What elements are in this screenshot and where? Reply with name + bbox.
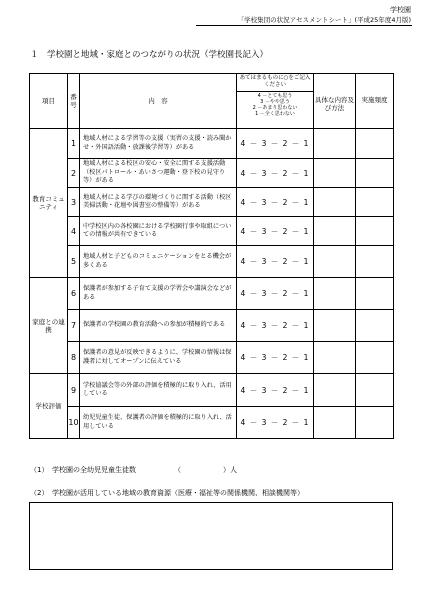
method-cell[interactable] (314, 278, 356, 310)
col-item-header: 項目 (30, 74, 68, 129)
row-number: 1 (68, 129, 80, 159)
row-content: 地域人材による校区の安心・安全に関する支援活動（校区パトロール・あいさつ運動・登下校の見守り等）がある (80, 159, 237, 188)
status-cell[interactable] (356, 374, 394, 407)
table-row (30, 278, 394, 310)
scale-instruction: あてはまるものに○をご記入ください (239, 75, 311, 88)
scale-option: 3 －やや思う (260, 99, 290, 105)
row-content: 保護者の意見が反映できるように、学校園の情報は保護者に対してオープンに伝えている (80, 342, 237, 374)
table-row (30, 342, 394, 374)
table-row (30, 217, 394, 246)
row-number: 5 (68, 246, 80, 278)
document-title: 「学校集団の状況アセスメントシート」(平成25年度4月版) (237, 16, 411, 24)
rating-scale[interactable]: 4 － 3 － 2 － 1 (237, 129, 314, 159)
row-number: 10 (68, 407, 80, 439)
table-row (30, 246, 394, 278)
status-cell[interactable] (356, 342, 394, 374)
rating-scale[interactable]: 4 － 3 － 2 － 1 (237, 310, 314, 342)
table-row (30, 374, 394, 407)
scale-option: 1 －全く思わない (255, 111, 295, 117)
method-cell[interactable] (314, 310, 356, 342)
rating-scale[interactable]: 4 － 3 － 2 － 1 (237, 246, 314, 278)
row-number: 2 (68, 159, 80, 188)
rating-scale[interactable]: 4 － 3 － 2 － 1 (237, 278, 314, 310)
question-1-label: （1） 学校園の全幼児児童生徒数 (30, 466, 136, 474)
row-number: 3 (68, 188, 80, 217)
method-cell[interactable] (314, 129, 356, 159)
group-label: 教育コミュニティ (30, 129, 68, 278)
method-cell[interactable] (314, 342, 356, 374)
table-row (30, 159, 394, 188)
method-cell[interactable] (314, 217, 356, 246)
row-content: 保護者の学校園の教育活動への参加が積極的である (80, 310, 237, 342)
group-label: 学校評価 (30, 374, 68, 439)
col-content-header: 内 容 (80, 74, 237, 129)
row-content: 学校協議会等の外部の評価を積極的に取り入れ、活用している (80, 374, 237, 407)
section-title: １ 学校園と地域・家庭とのつながりの状況（学校園長記入） (30, 50, 269, 60)
table-row (30, 310, 394, 342)
col-status-header: 実施頻度 (356, 74, 394, 129)
method-cell[interactable] (314, 407, 356, 439)
row-content: 地域人材による学びの環境づくりに関する活動（校区美掃活動・花壇や図書室の整備等）がある (80, 188, 237, 217)
question-2-label: （2） 学校園が活用している地域の教育資源（医療・福祉等の関係機関、相談機関等） (30, 489, 304, 497)
row-number: 9 (68, 374, 80, 407)
header-underline (196, 25, 412, 26)
row-number: 8 (68, 342, 80, 374)
method-cell[interactable] (314, 188, 356, 217)
row-content: 幼児児童生徒、保護者の評価を積極的に取り入れ、活用している (80, 407, 237, 439)
school-label: 学校園 (390, 6, 411, 14)
table-row (30, 188, 394, 217)
resources-answer-box[interactable] (29, 502, 393, 570)
row-number: 6 (68, 278, 80, 310)
scale-option: 2 －あまり思わない (252, 105, 298, 111)
method-cell[interactable] (314, 159, 356, 188)
rating-scale[interactable]: 4 － 3 － 2 － 1 (237, 159, 314, 188)
rating-scale[interactable]: 4 － 3 － 2 － 1 (237, 217, 314, 246)
assessment-table (29, 73, 394, 439)
status-cell[interactable] (356, 217, 394, 246)
question-1 (30, 465, 237, 475)
row-content: 中学校区内の各校園における学校園行事や取組についての情報が共有できている (80, 217, 237, 246)
row-content: 地域人材と子どものコミュニケーションをとる機会が多くある (80, 246, 237, 278)
row-number: 4 (68, 217, 80, 246)
rating-scale[interactable]: 4 － 3 － 2 － 1 (237, 407, 314, 439)
table-row (30, 407, 394, 439)
status-cell[interactable] (356, 246, 394, 278)
row-content: 地域人材による学習等の支援（実習の支援・読み聞かせ・外国語活動・放課後学習等）がある (80, 129, 237, 159)
status-cell[interactable] (356, 129, 394, 159)
col-method-header: 具体な内容及び方法 (314, 74, 356, 129)
scale-option: 4 －とても思う (257, 93, 293, 99)
row-content: 保護者が参加する子育て支援の学習会や講演会などがある (80, 278, 237, 310)
status-cell[interactable] (356, 310, 394, 342)
col-num-header: 番号 (68, 74, 80, 129)
method-cell[interactable] (314, 374, 356, 407)
student-count-field[interactable]: （ ）人 (173, 466, 237, 474)
method-cell[interactable] (314, 246, 356, 278)
rating-scale[interactable]: 4 － 3 － 2 － 1 (237, 188, 314, 217)
status-cell[interactable] (356, 188, 394, 217)
group-label: 家庭との連携 (30, 278, 68, 374)
col-scale-header (237, 74, 314, 129)
scale-legend (237, 91, 313, 117)
rating-scale[interactable]: 4 － 3 － 2 － 1 (237, 374, 314, 407)
table-row (30, 129, 394, 159)
status-cell[interactable] (356, 159, 394, 188)
status-cell[interactable] (356, 407, 394, 439)
row-number: 7 (68, 310, 80, 342)
rating-scale[interactable]: 4 － 3 － 2 － 1 (237, 342, 314, 374)
status-cell[interactable] (356, 278, 394, 310)
table-header-row (30, 74, 394, 129)
